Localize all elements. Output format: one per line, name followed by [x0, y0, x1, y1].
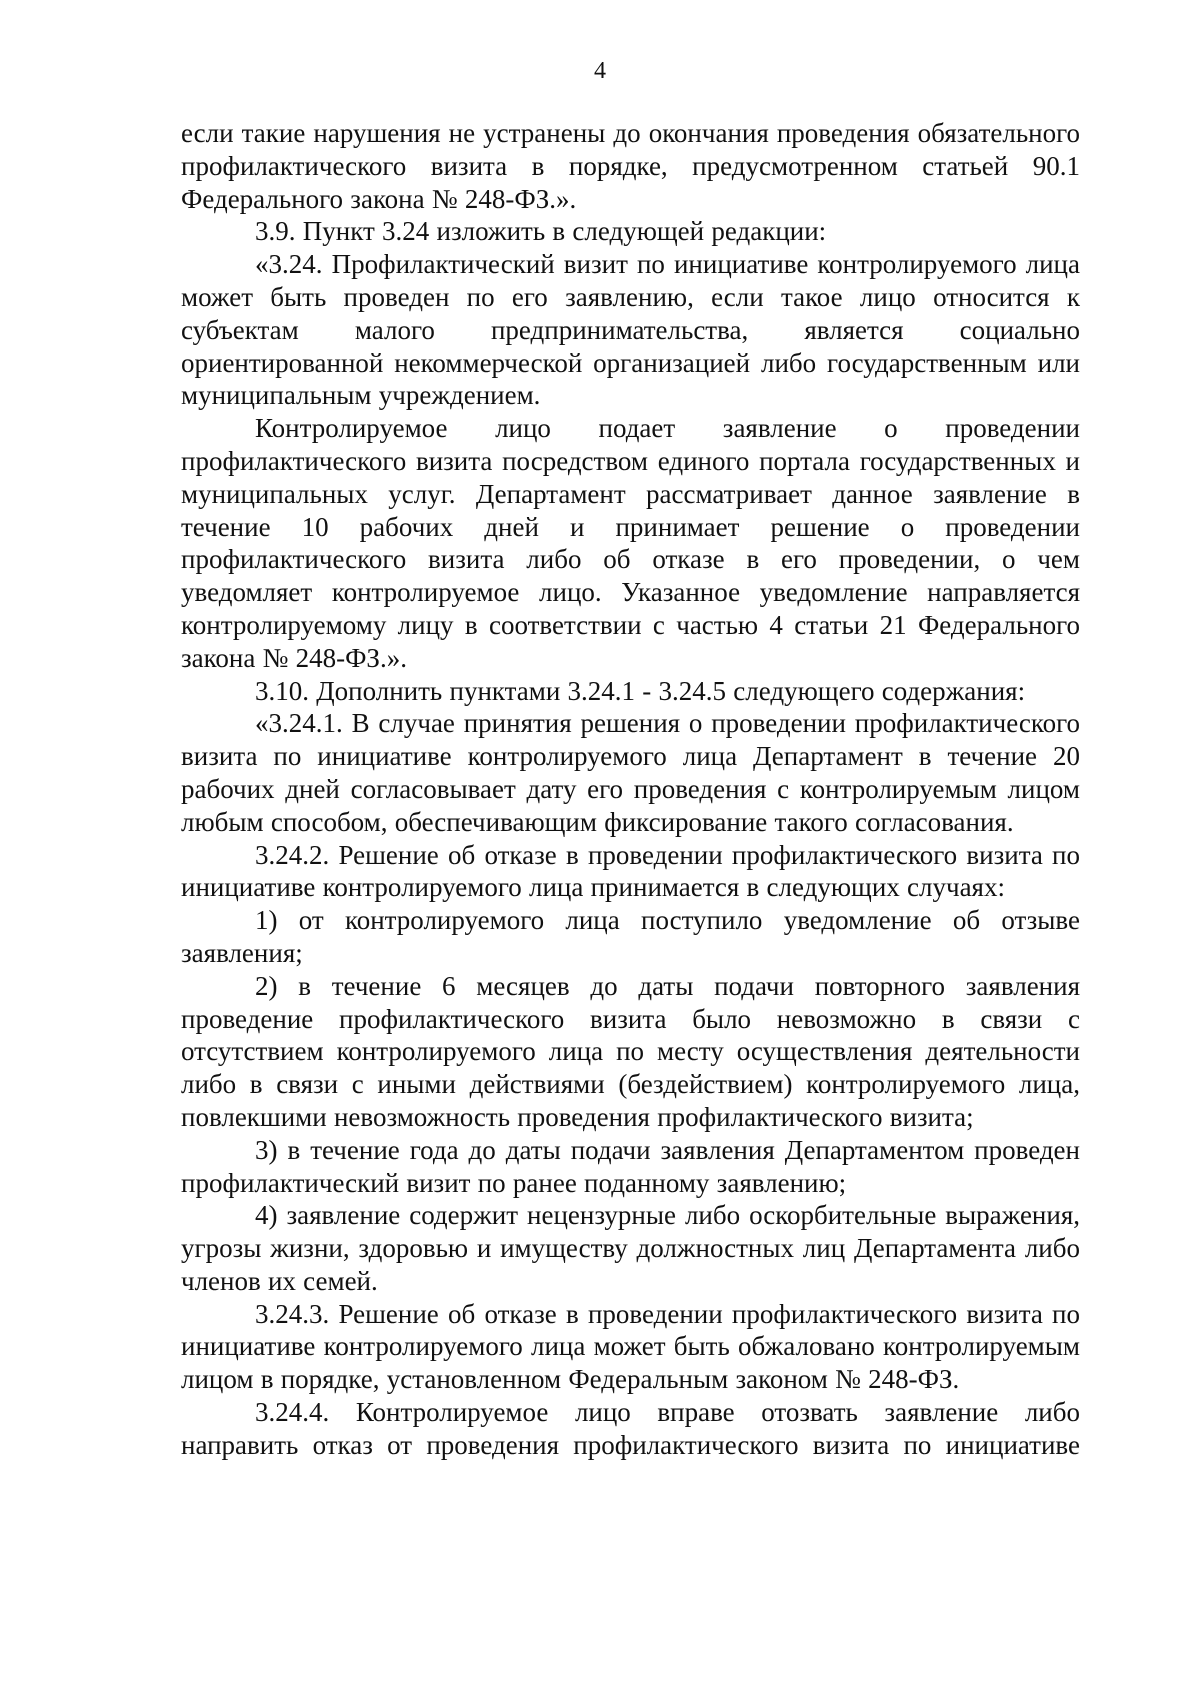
paragraph-violations-continuation: если такие нарушения не устранены до окончания проведения обязательного профилактического визита в порядке, предусмотренном статьей 90.1 Федерального закона № 248-ФЗ.». [181, 118, 1080, 214]
paragraph-item-3-24-1: «3.24.1. В случае принятия решения о проведении профилактического визита по инициативе контролируемого лица Департамент в течение 20 рабочих дней согласовывает дату его проведения с контролируемым лицом любым способом, обеспечивающим фиксирование такого согласования. [181, 708, 1080, 837]
paragraph-item-3-10: 3.10. Дополнить пунктами 3.24.1 - 3.24.5 следующего содержания: [255, 675, 1026, 706]
paragraph-item-3-24: «3.24. Профилактический визит по инициативе контролируемого лица может быть проведен по его заявлению, если такое лицо относится к субъектам малого предпринимательства, является социально ориентированной некоммерческой организацией либо государственным или муниципальным учреждением. [181, 249, 1080, 411]
paragraph-item-3-24-2: 3.24.2. Решение об отказе в проведении профилактического визита по инициативе контролируемого лица принимается в следующих случаях: [181, 839, 1080, 903]
paragraph-item-3-9: 3.9. Пункт 3.24 изложить в следующей редакции: [255, 216, 827, 247]
list-item-1: 1) от контролируемого лица поступило уведомление об отзыве заявления; [181, 905, 1080, 968]
paragraph-application-procedure: Контролируемое лицо подает заявление о проведении профилактического визита посредством единого портала государственных и муниципальных услуг. Департамент рассматривает данное заявление в течение 10 рабочих дней и принимает решение о проведении профилактического визита либо об отказе в его проведении, о чем уведомляет контролируемое лицо. Указанное уведомление направляется контролируемому лицу в соответствии с частью 4 статьи 21 Федерального закона № 248-ФЗ.». [181, 413, 1080, 673]
paragraph-item-3-24-3: 3.24.3. Решение об отказе в проведении профилактического визита по инициативе контролируемого лица может быть обжаловано контролируемым лицом в порядке, установленном Федеральным законом № 248-ФЗ. [181, 1298, 1080, 1395]
list-item-2: 2) в течение 6 месяцев до даты подачи повторного заявления проведение профилактического визита было невозможно в связи с отсутствием контролируемого лица по месту осуществления деятельности либо в связи с иными действиями (бездействием) контролируемого лица, повлекшими невозможность проведения профилактического визита; [181, 970, 1080, 1132]
list-item-3: 3) в течение года до даты подачи заявления Департаментом проведен профилактический визит по ранее поданному заявлению; [181, 1134, 1080, 1198]
document-body [181, 117, 1080, 1462]
paragraph-item-3-24-4: 3.24.4. Контролируемое лицо вправе отозвать заявление либо направить отказ от проведения профилактического визита по инициативе [181, 1397, 1080, 1460]
page-number: 4 [594, 58, 606, 84]
list-item-4: 4) заявление содержит нецензурные либо оскорбительные выражения, угрозы жизни, здоровью и имуществу должностных лиц Департамента либо членов их семей. [181, 1200, 1080, 1296]
